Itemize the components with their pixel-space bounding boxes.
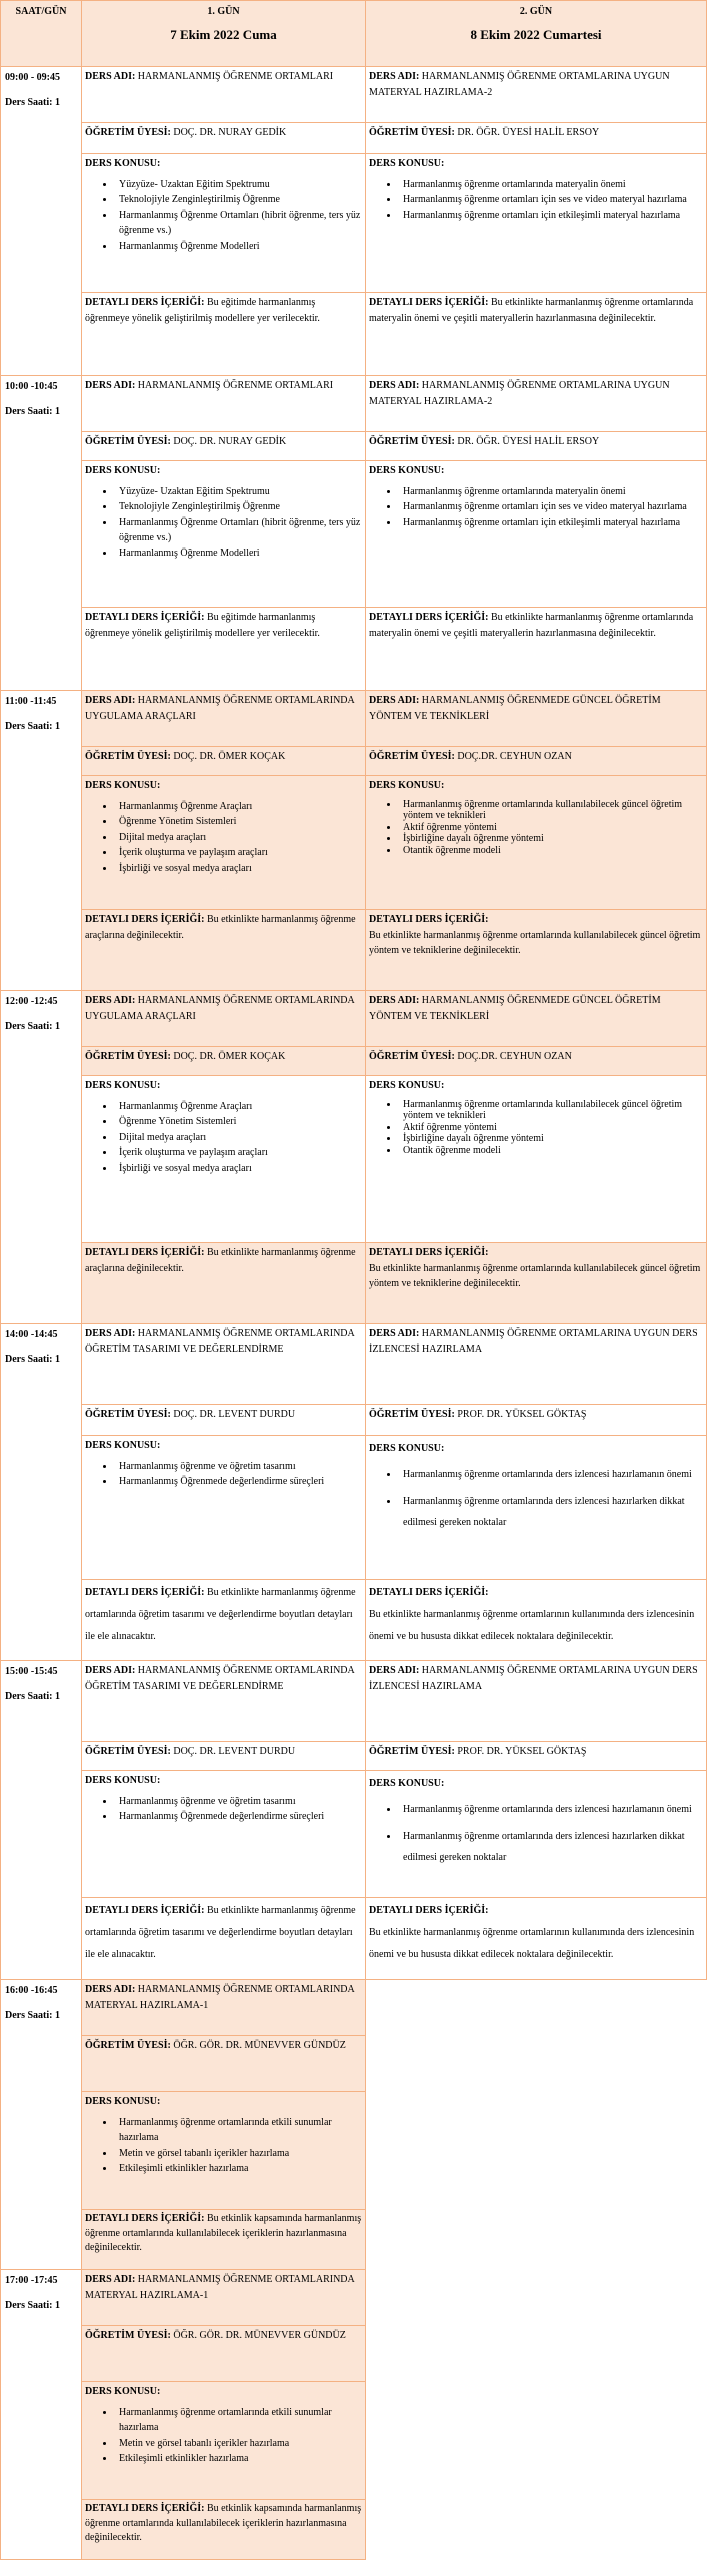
course-name-label: DERS ADI: [85,695,136,706]
topics-label: DERS KONUSU: [85,1080,161,1091]
topics-list [369,799,703,857]
instructor-name: DOÇ. DR. LEVENT DURDU [173,1746,296,1757]
header-corner-cell [0,0,82,67]
time-cell [0,375,82,691]
detail-label: DETAYLI DERS İÇERİĞİ: [369,1905,489,1916]
detail-cell [81,2499,366,2560]
topic-item: • Harmanlanmış öğrenme ve öğretim tasarımı [115,1794,362,1810]
detail-label: DETAYLI DERS İÇERİĞİ: [85,297,205,308]
topic-item: • İşbirliğine dayalı öğrenme yöntemi [399,1133,703,1145]
instructor-label: ÖĞRETİM ÜYESİ: [369,751,455,762]
detail-label: DETAYLI DERS İÇERİĞİ: [369,1247,489,1258]
course-name: HARMANLANMIŞ ÖĞRENMEDE GÜNCEL ÖĞRETİM YÖNTEM VE TEKNİKLERİ [369,995,661,1022]
topics-list [85,2115,362,2177]
detail-text: Bu etkinlikte harmanlanmış öğrenme ortamlarının kullanımında ders izlencesinin önemi ve bu hususta dikkat edilecek noktalara değinilecektir. [369,1609,695,1642]
instructor-cell [81,431,366,461]
instructor-cell [81,122,366,154]
topic-item: • Öğrenme Yönetim Sistemleri [115,814,362,830]
topics-label: DERS KONUSU: [85,2096,161,2107]
topic-item: • İşbirliği ve sosyal medya araçları [115,861,362,877]
instructor-cell [81,1046,366,1076]
time-cell [0,1979,82,2270]
course-name: HARMANLANMIŞ ÖĞRENME ORTAMLARINDA ÖĞRETİM TASARIMI VE DEĞERLENDİRME [85,1328,355,1355]
detail-cell [365,292,707,376]
topic-item: • Otantik öğrenme modeli [399,845,703,857]
slot-time: 12:00 -12:45 [5,996,58,1007]
topics-list [369,177,703,224]
course-name-label: DERS ADI: [85,1328,136,1339]
slot-time: 10:00 -10:45 [5,381,58,392]
detail-cell [365,607,707,691]
course-name-label: DERS ADI: [369,380,420,391]
instructor-cell [81,1741,366,1771]
instructor-cell [365,122,707,154]
topic-item: • Harmanlanmış Öğrenme Araçları [115,1099,362,1115]
topics-cell [365,1770,707,1898]
detail-text: Bu etkinlikte harmanlanmış öğrenme ortamlarında öğretim tasarımı ve değerlendirme boyutları detayları ile ele alınacaktır. [85,1905,356,1960]
detail-label: DETAYLI DERS İÇERİĞİ: [369,914,489,925]
detail-label: DETAYLI DERS İÇERİĞİ: [85,1247,205,1258]
topic-item: • Harmanlanmış öğrenme ortamlarında ders izlencesi hazırlamanın önemi [399,1464,703,1485]
course-name-cell [81,1660,366,1742]
instructor-label: ÖĞRETİM ÜYESİ: [85,436,171,447]
course-name-cell [81,990,366,1047]
topics-label: DERS KONUSU: [369,465,445,476]
topic-item: • Aktif öğrenme yöntemi [399,822,703,834]
topics-cell [81,2091,366,2210]
header-day2-cell [365,0,707,67]
topics-cell [365,153,707,293]
course-name: HARMANLANMIŞ ÖĞRENME ORTAMLARINDA UYGULAMA ARAÇLARI [85,695,355,722]
topic-item: • İçerik oluşturma ve paylaşım araçları [115,845,362,861]
instructor-label: ÖĞRETİM ÜYESİ: [85,127,171,138]
instructor-label: ÖĞRETİM ÜYESİ: [85,751,171,762]
topic-item: • Öğrenme Yönetim Sistemleri [115,1114,362,1130]
instructor-name: ÖĞR. GÖR. DR. MÜNEVVER GÜNDÜZ [173,2330,346,2341]
instructor-name: DOÇ.DR. CEYHUN OZAN [457,751,572,762]
topics-list [369,1464,703,1533]
slot-time: 09:00 - 09:45 [5,72,60,83]
topic-item: • İşbirliği ve sosyal medya araçları [115,1161,362,1177]
slot-time: 14:00 -14:45 [5,1329,58,1340]
detail-text: Bu etkinlikte harmanlanmış öğrenme ortamlarının kullanımında ders izlencesinin önemi ve bu hususta dikkat edilecek noktalara değinilecektir. [369,1927,695,1960]
instructor-label: ÖĞRETİM ÜYESİ: [85,1746,171,1757]
course-name-label: DERS ADI: [85,71,136,82]
topics-label: DERS KONUSU: [369,1080,445,1091]
course-name-label: DERS ADI: [369,695,420,706]
detail-label: DETAYLI DERS İÇERİĞİ: [369,1587,489,1598]
course-name-cell [365,1323,707,1405]
topic-item: • Harmanlanmış öğrenme ortamlarında kullanılabilecek güncel öğretim yöntem ve teknikleri [399,1099,703,1122]
time-cell [0,1660,82,1980]
slot-time: 11:00 -11:45 [5,696,57,707]
topics-cell [81,460,366,608]
instructor-name: DOÇ. DR. NURAY GEDİK [173,436,287,447]
topics-list [369,484,703,531]
time-cell [0,66,82,376]
topic-item: • Etkileşimli etkinlikler hazırlama [115,2161,362,2177]
detail-cell [81,2209,366,2270]
topics-label: DERS KONUSU: [85,158,161,169]
instructor-cell [81,746,366,776]
course-name-label: DERS ADI: [369,71,420,82]
slot-hours: Ders Saati: 1 [5,1690,60,1702]
topics-label: DERS KONUSU: [369,780,445,791]
topics-list [85,799,362,877]
topic-item: • Harmanlanmış Öğrenmede değerlendirme süreçleri [115,1809,362,1825]
instructor-label: ÖĞRETİM ÜYESİ: [369,1746,455,1757]
topics-cell [365,775,707,910]
course-name-cell [81,375,366,432]
topic-item: • Dijital medya araçları [115,1130,362,1146]
topic-item: • Harmanlanmış Öğrenme Modelleri [115,239,362,255]
topics-cell [365,460,707,608]
detail-cell [365,1897,707,1980]
topic-item: • Harmanlanmış öğrenme ortamları için ses ve video materyal hazırlama [399,192,703,208]
detail-text: Bu eğitimde harmanlanmış öğrenmeye yönelik geliştirilmiş modellere yer verilecektir. [85,612,320,639]
course-name: HARMANLANMIŞ ÖĞRENME ORTAMLARINDA MATERYAL HAZIRLAMA-1 [85,1984,355,2011]
course-name-label: DERS ADI: [85,2274,136,2285]
course-name: HARMANLANMIŞ ÖĞRENME ORTAMLARINA UYGUN DERS İZLENCESİ HAZIRLAMA [369,1328,698,1355]
day2-label: 2. GÜN [519,6,553,17]
topic-item: • Metin ve görsel tabanlı içerikler hazırlama [115,2436,362,2452]
topics-list [369,1099,703,1157]
day1-label: 1. GÜN [207,6,240,17]
course-name: HARMANLANMIŞ ÖĞRENME ORTAMLARINDA MATERYAL HAZIRLAMA-1 [85,2274,355,2301]
day1-date: 7 Ekim 2022 Cuma [170,26,277,42]
topics-list [85,1099,362,1177]
instructor-label: ÖĞRETİM ÜYESİ: [85,1051,171,1062]
course-name-label: DERS ADI: [369,1665,420,1676]
topics-cell [81,2381,366,2500]
topic-item: • Harmanlanmış öğrenme ortamlarında ders izlencesi hazırlarken dikkat edilmesi gereken noktalar [399,1826,703,1868]
slot-hours: Ders Saati: 1 [5,720,60,732]
slot-hours: Ders Saati: 1 [5,2299,60,2311]
header-corner-label: SAAT/GÜN [15,6,67,17]
instructor-label: ÖĞRETİM ÜYESİ: [369,1409,455,1420]
instructor-cell [81,1404,366,1436]
topic-item: • Teknolojiyle Zenginleştirilmiş Öğrenme [115,192,362,208]
course-name: HARMANLANMIŞ ÖĞRENME ORTAMLARINDA UYGULAMA ARAÇLARI [85,995,355,1022]
topics-list [85,2405,362,2467]
course-name: HARMANLANMIŞ ÖĞRENME ORTAMLARINA UYGUN MATERYAL HAZIRLAMA-2 [369,71,670,98]
topics-cell [81,1435,366,1580]
topics-list [85,484,362,562]
instructor-name: PROF. DR. YÜKSEL GÖKTAŞ [457,1409,587,1420]
slot-hours: Ders Saati: 1 [5,96,60,108]
instructor-name: DOÇ. DR. NURAY GEDİK [173,127,287,138]
detail-cell [81,1897,366,1980]
detail-cell [365,1242,707,1324]
topic-item: • Harmanlanmış öğrenme ve öğretim tasarımı [115,1459,362,1475]
topics-label: DERS KONUSU: [85,1440,161,1451]
course-name-cell [365,66,707,123]
topic-item: • Harmanlanmış öğrenme ortamlarında kullanılabilecek güncel öğretim yöntem ve teknikleri [399,799,703,822]
course-name-cell [81,2269,366,2326]
detail-label: DETAYLI DERS İÇERİĞİ: [369,297,489,308]
detail-text: Bu etkinlikte harmanlanmış öğrenme ortamlarında materyalin önemi ve çeşitli materyallerin hazırlanmasına değinilecektir. [369,297,694,324]
instructor-label: ÖĞRETİM ÜYESİ: [85,1409,171,1420]
course-name-label: DERS ADI: [85,1665,136,1676]
topics-cell [365,1435,707,1580]
course-name-cell [81,66,366,123]
instructor-name: DOÇ. DR. ÖMER KOÇAK [173,1051,286,1062]
slot-time: 17:00 -17:45 [5,2275,58,2286]
course-name-cell [365,375,707,432]
course-name: HARMANLANMIŞ ÖĞRENME ORTAMLARI [137,380,334,391]
detail-label: DETAYLI DERS İÇERİĞİ: [85,1905,205,1916]
detail-text: Bu etkinlikte harmanlanmış öğrenme araçlarına değinilecektir. [85,1247,356,1274]
topics-cell [81,1075,366,1243]
instructor-name: DR. ÖĞR. ÜYESİ HALİL ERSOY [457,436,600,447]
instructor-name: DR. ÖĞR. ÜYESİ HALİL ERSOY [457,127,600,138]
course-name-cell [365,990,707,1047]
instructor-label: ÖĞRETİM ÜYESİ: [369,1051,455,1062]
topics-list [369,1799,703,1868]
instructor-label: ÖĞRETİM ÜYESİ: [369,436,455,447]
topic-item: • İşbirliğine dayalı öğrenme yöntemi [399,833,703,845]
topics-cell [365,1075,707,1243]
instructor-cell [365,431,707,461]
course-name: HARMANLANMIŞ ÖĞRENME ORTAMLARINDA ÖĞRETİM TASARIMI VE DEĞERLENDİRME [85,1665,355,1692]
day2-date: 8 Ekim 2022 Cumartesi [470,26,602,42]
instructor-name: DOÇ. DR. ÖMER KOÇAK [173,751,286,762]
topic-item: • Harmanlanmış öğrenme ortamlarında ders izlencesi hazırlarken dikkat edilmesi gereken noktalar [399,1491,703,1533]
instructor-cell [365,746,707,776]
topic-item: • Harmanlanmış Öğrenme Araçları [115,799,362,815]
topic-item: • Harmanlanmış Öğrenme Ortamları (hibrit öğrenme, ters yüz öğrenme vs.) [115,208,362,239]
detail-cell [365,1579,707,1661]
topics-label: DERS KONUSU: [369,1443,445,1454]
detail-label: DETAYLI DERS İÇERİĞİ: [85,2503,205,2514]
topics-cell [81,1770,366,1898]
topic-item: • Harmanlanmış öğrenme ortamları için etkileşimli materyal hazırlama [399,208,703,224]
detail-text: Bu etkinlikte harmanlanmış öğrenme ortamlarında kullanılabilecek güncel öğretim yöntem ve tekniklerine değinilecektir. [369,929,701,956]
time-cell [0,1323,82,1661]
topics-cell [81,153,366,293]
detail-label: DETAYLI DERS İÇERİĞİ: [85,914,205,925]
course-name-cell [365,690,707,747]
topics-label: DERS KONUSU: [369,1778,445,1789]
detail-text: Bu etkinlikte harmanlanmış öğrenme ortamlarında kullanılabilecek güncel öğretim yöntem ve tekniklerine değinilecektir. [369,1262,701,1289]
course-name: HARMANLANMIŞ ÖĞRENMEDE GÜNCEL ÖĞRETİM YÖNTEM VE TEKNİKLERİ [369,695,661,722]
topics-label: DERS KONUSU: [85,465,161,476]
instructor-name: DOÇ.DR. CEYHUN OZAN [457,1051,572,1062]
topic-item: • Harmanlanmış öğrenme ortamlarında etkili sunumlar hazırlama [115,2115,362,2146]
detail-cell [81,1579,366,1661]
header-day1-cell [81,0,366,67]
detail-cell [81,1242,366,1324]
course-name-cell [81,690,366,747]
topic-item: • Harmanlanmış öğrenme ortamlarında ders izlencesi hazırlamanın önemi [399,1799,703,1820]
topics-cell [81,775,366,910]
instructor-cell [365,1404,707,1436]
topic-item: • Otantik öğrenme modeli [399,1145,703,1157]
topic-item: • Yüzyüze- Uzaktan Eğitim Spektrumu [115,484,362,500]
instructor-label: ÖĞRETİM ÜYESİ: [85,2330,171,2341]
instructor-cell [81,2325,366,2382]
topics-label: DERS KONUSU: [85,780,161,791]
course-name-cell [365,1660,707,1742]
course-name-label: DERS ADI: [85,1984,136,1995]
detail-text: Bu etkinlik kapsamında harmanlanmış öğrenme ortamlarında kullanılabilecek içeriklerin hazırlanmasına değinilecektir. [85,2503,362,2543]
slot-hours: Ders Saati: 1 [5,2009,60,2021]
slot-hours: Ders Saati: 1 [5,1353,60,1365]
topic-item: • Etkileşimli etkinlikler hazırlama [115,2451,362,2467]
detail-cell [81,607,366,691]
topic-item: • Harmanlanmış öğrenme ortamları için etkileşimli materyal hazırlama [399,515,703,531]
topics-list [85,177,362,255]
detail-label: DETAYLI DERS İÇERİĞİ: [85,612,205,623]
slot-time: 16:00 -16:45 [5,1985,58,1996]
instructor-name: PROF. DR. YÜKSEL GÖKTAŞ [457,1746,587,1757]
course-name-cell [81,1323,366,1405]
instructor-name: ÖĞR. GÖR. DR. MÜNEVVER GÜNDÜZ [173,2040,346,2051]
detail-text: Bu eğitimde harmanlanmış öğrenmeye yönelik geliştirilmiş modellere yer verilecektir. [85,297,320,324]
instructor-name: DOÇ. DR. LEVENT DURDU [173,1409,296,1420]
instructor-label: ÖĞRETİM ÜYESİ: [85,2040,171,2051]
topic-item: • Harmanlanmış öğrenme ortamları için ses ve video materyal hazırlama [399,499,703,515]
slot-hours: Ders Saati: 1 [5,1020,60,1032]
course-name: HARMANLANMIŞ ÖĞRENME ORTAMLARINA UYGUN DERS İZLENCESİ HAZIRLAMA [369,1665,698,1692]
course-name-label: DERS ADI: [369,1328,420,1339]
topic-item: • Yüzyüze- Uzaktan Eğitim Spektrumu [115,177,362,193]
topic-item: • Harmanlanmış Öğrenme Modelleri [115,546,362,562]
time-cell [0,990,82,1324]
instructor-cell [365,1741,707,1771]
topics-label: DERS KONUSU: [369,158,445,169]
topic-item: • Aktif öğrenme yöntemi [399,1122,703,1134]
instructor-label: ÖĞRETİM ÜYESİ: [369,127,455,138]
course-name-cell [81,1979,366,2036]
course-name: HARMANLANMIŞ ÖĞRENME ORTAMLARI [137,71,334,82]
topic-item: • Teknolojiyle Zenginleştirilmiş Öğrenme [115,499,362,515]
course-name-label: DERS ADI: [85,995,136,1006]
detail-text: Bu etkinlik kapsamında harmanlanmış öğrenme ortamlarında kullanılabilecek içeriklerin hazırlanmasına değinilecektir. [85,2213,362,2253]
topic-item: • Harmanlanmış Öğrenmede değerlendirme süreçleri [115,1474,362,1490]
detail-label: DETAYLI DERS İÇERİĞİ: [85,1587,205,1598]
course-name: HARMANLANMIŞ ÖĞRENME ORTAMLARINA UYGUN MATERYAL HAZIRLAMA-2 [369,380,670,407]
topic-item: • Dijital medya araçları [115,830,362,846]
detail-label: DETAYLI DERS İÇERİĞİ: [85,2213,205,2224]
detail-text: Bu etkinlikte harmanlanmış öğrenme ortamlarında öğretim tasarımı ve değerlendirme boyutları detayları ile ele alınacaktır. [85,1587,356,1642]
detail-cell [81,909,366,991]
topics-label: DERS KONUSU: [85,1775,161,1786]
topic-item: • Harmanlanmış öğrenme ortamlarında etkili sunumlar hazırlama [115,2405,362,2436]
detail-text: Bu etkinlikte harmanlanmış öğrenme araçlarına değinilecektir. [85,914,356,941]
topic-item: • Harmanlanmış Öğrenme Ortamları (hibrit öğrenme, ters yüz öğrenme vs.) [115,515,362,546]
topics-label: DERS KONUSU: [85,2386,161,2397]
topics-list [85,1459,362,1490]
detail-cell [81,292,366,376]
topic-item: • İçerik oluşturma ve paylaşım araçları [115,1145,362,1161]
topics-list [85,1794,362,1825]
detail-text: Bu etkinlikte harmanlanmış öğrenme ortamlarında materyalin önemi ve çeşitli materyallerin hazırlanmasına değinilecektir. [369,612,694,639]
course-name-label: DERS ADI: [369,995,420,1006]
detail-cell [365,909,707,991]
topic-item: • Harmanlanmış öğrenme ortamlarında materyalin önemi [399,484,703,500]
slot-time: 15:00 -15:45 [5,1666,58,1677]
detail-label: DETAYLI DERS İÇERİĞİ: [369,612,489,623]
time-cell [0,690,82,991]
topic-item: • Harmanlanmış öğrenme ortamlarında materyalin önemi [399,177,703,193]
slot-hours: Ders Saati: 1 [5,405,60,417]
instructor-cell [81,2035,366,2092]
time-cell [0,2269,82,2560]
instructor-cell [365,1046,707,1076]
course-name-label: DERS ADI: [85,380,136,391]
topic-item: • Metin ve görsel tabanlı içerikler hazırlama [115,2146,362,2162]
